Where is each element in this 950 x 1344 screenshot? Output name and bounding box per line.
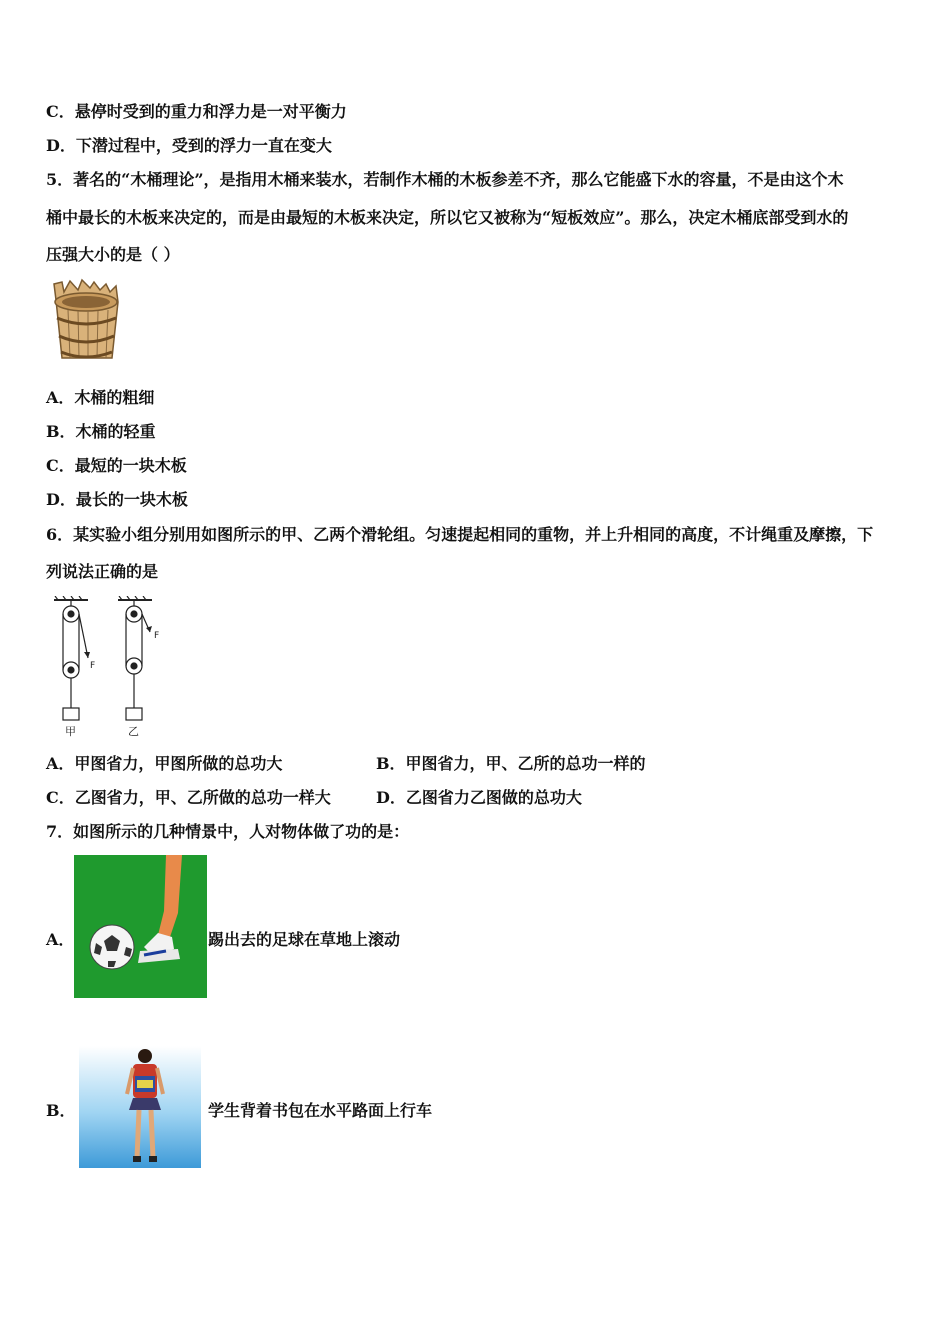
- q7-option-b-letter: B．: [46, 1101, 76, 1120]
- q5-stem-line2: 桶中最长的木板来决定的，而是由最短的木板来决定，所以它又被称为“短板效应”。那么，决定木桶底部受到水的: [46, 208, 849, 227]
- q7-option-a-letter: A．: [46, 930, 75, 949]
- football-kick-image: [74, 855, 207, 998]
- pulley-force-label-left: F: [90, 661, 96, 671]
- q6-option-d: D．乙图省力乙图做的总功大: [376, 788, 582, 807]
- q6-option-c: C．乙图省力，甲、乙所做的总功一样大: [46, 788, 331, 807]
- pulley-force-label-right: F: [154, 631, 160, 641]
- q6-stem-line2: 列说法正确的是: [46, 562, 159, 581]
- q5-stem-line1: 5．著名的“木桶理论”，是指用木桶来装水，若制作木桶的木板参差不齐，那么它能盛下水的容量，不是由这个木: [46, 170, 844, 189]
- q4-option-d: D．下潜过程中，受到的浮力一直在变大: [46, 136, 332, 155]
- q7-stem: 7．如图所示的几种情景中，人对物体做了功的是：: [46, 822, 410, 841]
- pulley-system-diagram: [48, 596, 168, 738]
- pulley-label-left: 甲: [65, 725, 76, 738]
- q5-option-b: B．木桶的轻重: [46, 422, 156, 441]
- student-backpack-image: [79, 1046, 201, 1168]
- q7-option-b-text: 学生背着书包在水平路面上行车: [208, 1101, 433, 1120]
- pulley-label-right: 乙: [128, 725, 139, 738]
- q5-option-c: C．最短的一块木板: [46, 456, 187, 475]
- q6-option-a: A．甲图省力，甲图所做的总功大: [46, 754, 283, 773]
- q6-stem-line1: 6．某实验小组分别用如图所示的甲、乙两个滑轮组。匀速提起相同的重物，并上升相同的高度，不计绳重及摩擦，下: [46, 525, 874, 544]
- q5-stem-line3: 压强大小的是（ ）: [46, 245, 180, 264]
- q7-option-a-text: 踢出去的足球在草地上滚动: [208, 930, 401, 949]
- q4-option-c: C．悬停时受到的重力和浮力是一对平衡力: [46, 102, 347, 121]
- q6-option-b: B．甲图省力，甲、乙所的总功一样的: [376, 754, 646, 773]
- wooden-bucket-image: [48, 278, 124, 366]
- q5-option-d: D．最长的一块木板: [46, 490, 188, 509]
- q5-option-a: A．木桶的粗细: [46, 388, 155, 407]
